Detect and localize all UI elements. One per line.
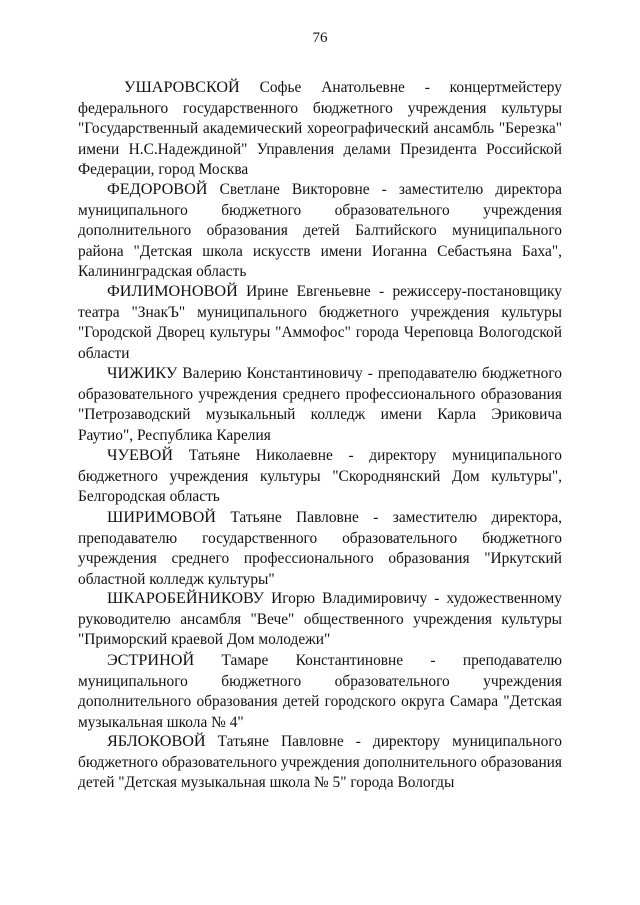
entry-description: Татьяне Павловне - заместителю директора, преподавателю государственного образовательного бюджетного учреждения среднего профессионального образования "Иркутский областной колледж культуры" <box>78 509 562 588</box>
entry-surname: ЭСТРИНОЙ <box>107 651 195 669</box>
entry-description: Светлане Викторовне - заместителю директора муниципального бюджетного образовательного учреждения дополнительного образования детей Балтийского муниципального района "Детская школа искусств имени Иоганна Себастьяна Баха", Калининградская область <box>78 181 562 280</box>
entry-surname: ФИЛИМОНОВОЙ <box>107 282 238 300</box>
award-entry-usharovskaya <box>78 77 562 181</box>
entry-surname: УШАРОВСКОЙ <box>124 78 240 96</box>
entry-description: Игорю Владимировичу - художественному руководителю ансамбля "Вече" общественного учреждения культуры "Приморский краевой Дом молодежи" <box>78 590 562 648</box>
award-entry-chizhik <box>78 363 562 446</box>
award-entry-yablokova <box>78 731 562 794</box>
page-number: 76 <box>312 30 328 46</box>
entry-description: Татьяне Павловне - директору муниципального бюджетного образовательного учреждения дополнительного образования детей "Детская музыкальная школа № 5" города Вологды <box>78 733 562 791</box>
entry-description: Валерию Константиновичу - преподавателю бюджетного образовательного учреждения среднего профессионального образования "Петрозаводский музыкальный колледж имени Карла Эриковича Раутио", Республика Карелия <box>78 365 562 444</box>
entry-description: Ирине Евгеньевне - режиссеру-постановщику театра "ЗнакЪ" муниципального бюджетного учреждения культуры "Городской Дворец культуры "Аммофос" города Череповца Вологодской области <box>78 283 562 362</box>
entry-surname: ШИРИМОВОЙ <box>107 508 216 526</box>
award-entry-fedorova <box>78 179 562 283</box>
award-entry-chueva <box>78 445 562 508</box>
entry-surname: ШКАРОБЕЙНИКОВУ <box>107 589 264 607</box>
award-entry-filimonova <box>78 281 562 364</box>
entry-surname: ФЕДОРОВОЙ <box>107 180 208 198</box>
entry-surname: ЧИЖИКУ <box>107 364 178 382</box>
award-entry-shirimova <box>78 507 562 590</box>
award-entry-shkarobeinikov <box>78 588 562 651</box>
entry-surname: ЧУЕВОЙ <box>107 446 174 464</box>
entry-description: Софье Анатольевне - концертмейстеру федерального государственного бюджетного учреждения культуры "Государственный академический хореографический ансамбль "Березка" имени Н.С.Надеждиной" Управления делами Президента Российской Федерации, город Москва <box>78 79 562 178</box>
entry-surname: ЯБЛОКОВОЙ <box>107 732 206 750</box>
award-entry-estrina <box>78 650 562 733</box>
entry-description: Тамаре Константиновне - преподавателю муниципального бюджетного образовательного учреждения дополнительного образования детей городского округа Самара "Детская музыкальная школа № 4" <box>78 652 562 731</box>
entry-description: Татьяне Николаевне - директору муниципального бюджетного учреждения культуры "Скороднянский Дом культуры", Белгородская область <box>78 447 562 505</box>
